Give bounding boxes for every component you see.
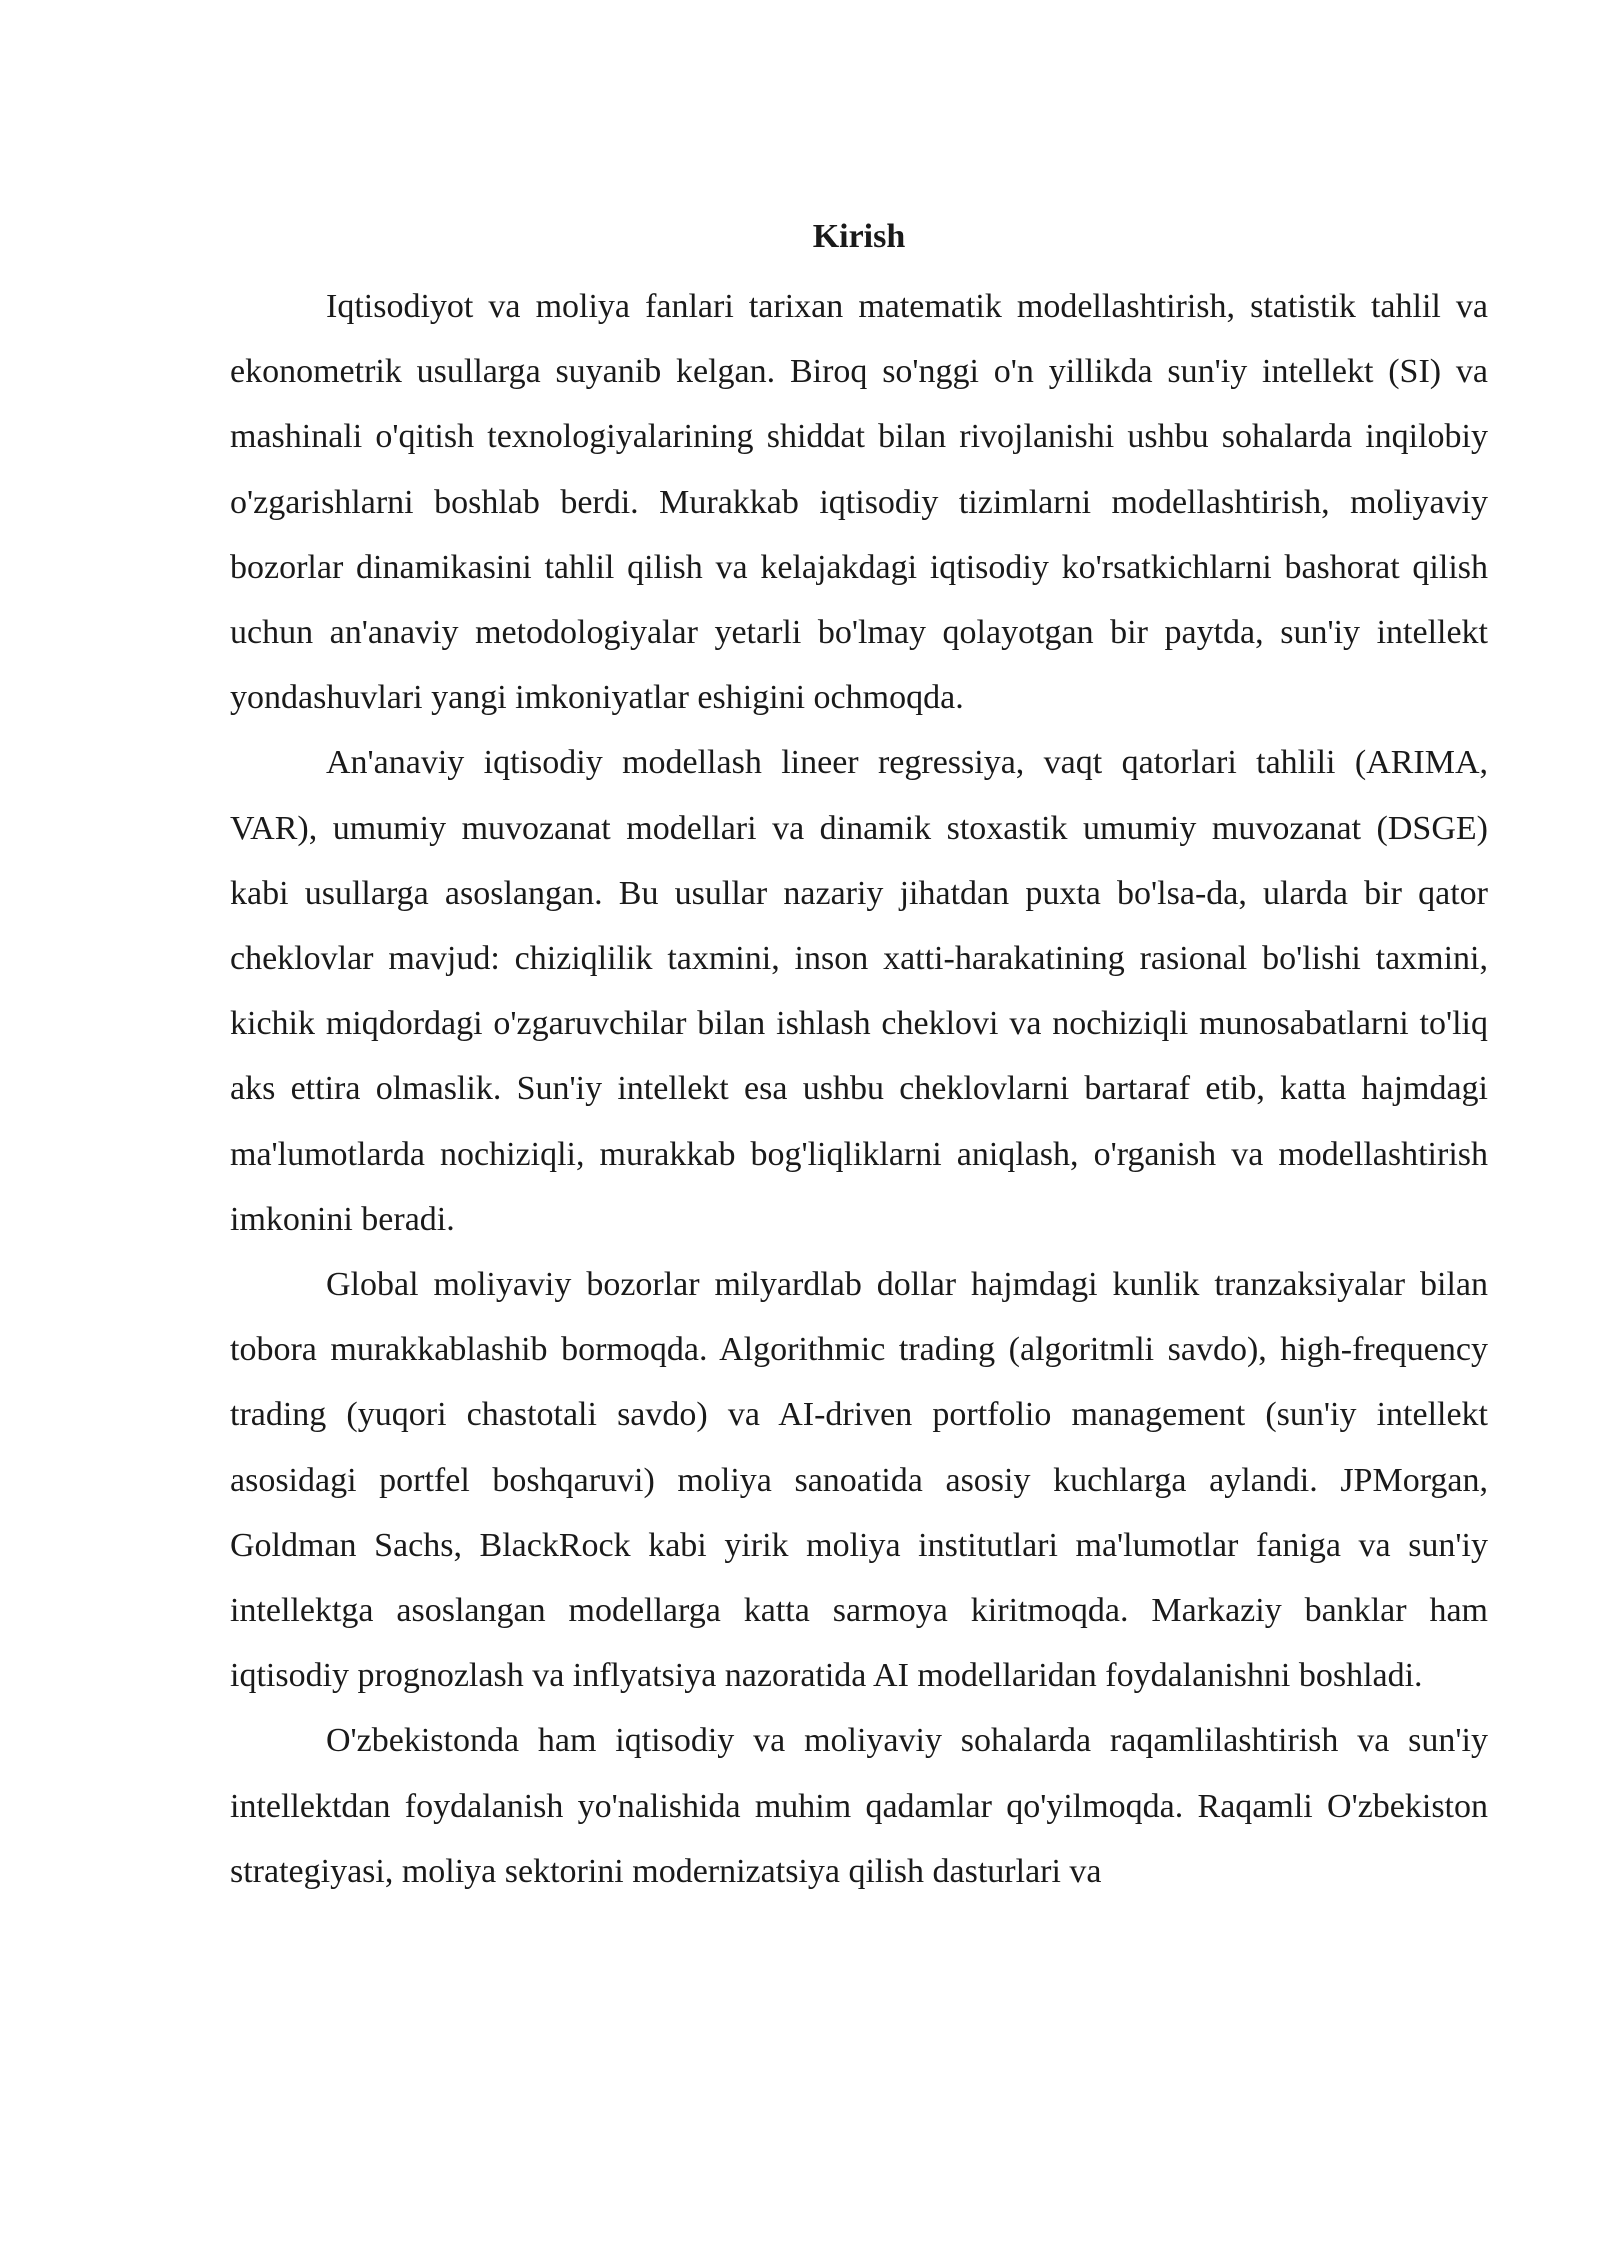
document-page (230, 200, 1488, 1904)
paragraph-3: Global moliyaviy bozorlar milyardlab dollar hajmdagi kunlik tranzaksiyalar bilan tobora murakkablashib bormoqda. Algorithmic trading (algoritmli savdo), high-frequency trading (yuqori chastotali savdo) va AI-driven portfolio management (sun'iy intellekt asosidagi portfel boshqaruvi) moliya sanoatida asosiy kuchlarga aylandi. JPMorgan, Goldman Sachs, BlackRock kabi yirik moliya institutlari ma'lumotlar faniga va sun'iy intellektga asoslangan modellarga katta sarmoya kiritmoqda. Markaziy banklar ham iqtisodiy prognozlash va inflyatsiya nazoratida AI modellaridan foydalanishni boshladi. (230, 1266, 1488, 1695)
paragraph-2: An'anaviy iqtisodiy modellash lineer regressiya, vaqt qatorlari tahlili (ARIMA, VAR), umumiy muvozanat modellari va dinamik stoxastik umumiy muvozanat (DSGE) kabi usullarga asoslangan. Bu usullar nazariy jihatdan puxta bo'lsa-da, ularda bir qator cheklovlar mavjud: chiziqlilik taxmini, inson xatti-harakatining rasional bo'lishi taxmini, kichik miqdordagi o'zgaruvchilar bilan ishlash cheklovi va nochiziqli munosabatlarni to'liq aks ettira olmaslik. Sun'iy intellekt esa ushbu cheklovlarni bartaraf etib, katta hajmdagi ma'lumotlarda nochiziqli, murakkab bog'liqliklarni aniqlash, o'rganish va modellashtirish imkonini beradi. (230, 744, 1488, 1238)
paragraph-1: Iqtisodiyot va moliya fanlari tarixan matematik modellashtirish, statistik tahlil va ekonometrik usullarga suyanib kelgan. Biroq so'nggi o'n yillikda sun'iy intellekt (SI) va mashinali o'qitish texnologiyalarining shiddat bilan rivojlanishi ushbu sohalarda inqilobiy o'zgarishlarni boshlab berdi. Murakkab iqtisodiy tizimlarni modellashtirish, moliyaviy bozorlar dinamikasini tahlil qilish va kelajakdagi iqtisodiy ko'rsatkichlarni bashorat qilish uchun an'anaviy metodologiyalar yetarli bo'lmay qolayotgan bir paytda, sun'iy intellekt yondashuvlari yangi imkoniyatlar eshigini ochmoqda. (230, 288, 1488, 717)
paragraph-4: O'zbekistonda ham iqtisodiy va moliyaviy sohalarda raqamlilashtirish va sun'iy intellektdan foydalanish yo'nalishida muhim qadamlar qo'yilmoqda. Raqamli O'zbekiston strategiyasi, moliya sektorini modernizatsiya qilish dasturlari va (230, 1722, 1488, 1890)
section-title: Kirish (812, 218, 906, 255)
